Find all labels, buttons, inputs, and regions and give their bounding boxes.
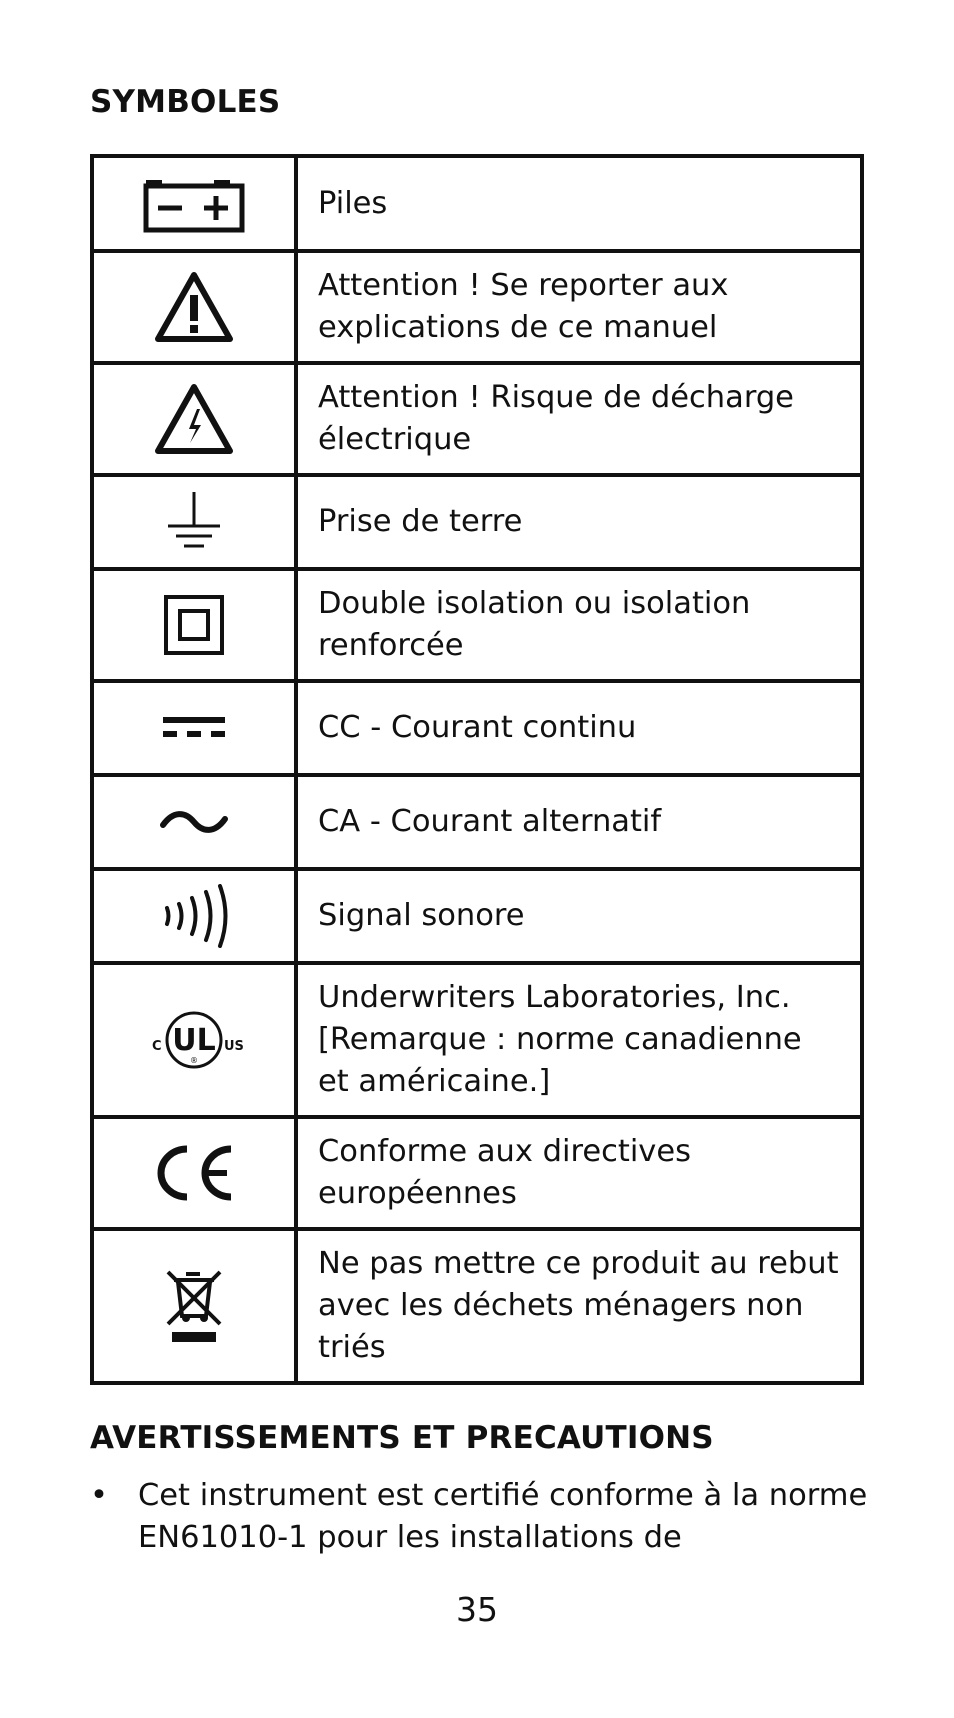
symbols-heading: SYMBOLES	[90, 84, 281, 120]
table-row	[92, 963, 862, 1117]
table-row	[92, 156, 862, 251]
symbols-table	[90, 154, 864, 1385]
table-row	[92, 475, 862, 569]
svg-text:UL: UL	[172, 1023, 216, 1058]
table-row	[92, 363, 862, 475]
ce-mark-icon	[151, 1141, 237, 1205]
symbol-description: CA - Courant alternatif	[296, 775, 862, 869]
icon-cell	[92, 475, 296, 569]
symbol-description: Attention ! Se reporter aux explications de ce manuel	[296, 251, 862, 363]
icon-cell	[92, 963, 296, 1117]
warnings-heading: AVERTISSEMENTS ET PRECAUTIONS	[90, 1420, 714, 1456]
ul-mark-icon	[144, 1008, 244, 1072]
double-insulation-icon	[162, 593, 226, 657]
symbol-description: Conforme aux directives européennes	[296, 1117, 862, 1229]
symbol-description: CC - Courant continu	[296, 681, 862, 775]
icon-cell	[92, 156, 296, 251]
symbol-description: Piles	[296, 156, 862, 251]
symbol-description: Signal sonore	[296, 869, 862, 963]
table-row	[92, 251, 862, 363]
table-row	[92, 1117, 862, 1229]
bullet-symbol: •	[90, 1478, 108, 1513]
svg-text:C: C	[152, 1039, 162, 1054]
svg-text:US: US	[224, 1039, 244, 1054]
symbol-description: Attention ! Risque de décharge électrique	[296, 363, 862, 475]
icon-cell	[92, 1229, 296, 1383]
symbol-description: Ne pas mettre ce produit au rebut avec les déchets ménagers non triés	[296, 1229, 862, 1383]
icon-cell	[92, 775, 296, 869]
table-row	[92, 681, 862, 775]
bullet-text: Cet instrument est certifié conforme à la norme EN61010-1 pour les installations de	[138, 1478, 868, 1555]
icon-cell	[92, 569, 296, 681]
alternating-current-icon	[159, 805, 229, 839]
table-row	[92, 1229, 862, 1383]
symbol-description: Double isolation ou isolation renforcée	[296, 569, 862, 681]
table-row	[92, 869, 862, 963]
table-row	[92, 775, 862, 869]
table-row	[92, 569, 862, 681]
battery-icon	[142, 174, 246, 234]
symbol-description: Prise de terre	[296, 475, 862, 569]
page-number: 35	[456, 1590, 498, 1629]
ground-icon	[164, 490, 224, 554]
icon-cell	[92, 251, 296, 363]
icon-cell	[92, 681, 296, 775]
warning-exclamation-icon	[154, 271, 234, 343]
svg-text:®: ®	[190, 1056, 198, 1065]
symbol-description: Underwriters Laboratories, Inc. [Remarque : norme canadienne et américaine.]	[296, 963, 862, 1117]
beeper-icon	[159, 884, 229, 948]
direct-current-icon	[161, 713, 227, 743]
electric-shock-warning-icon	[154, 383, 234, 455]
icon-cell	[92, 869, 296, 963]
icon-cell	[92, 1117, 296, 1229]
icon-cell	[92, 363, 296, 475]
weee-bin-icon	[164, 1266, 224, 1346]
